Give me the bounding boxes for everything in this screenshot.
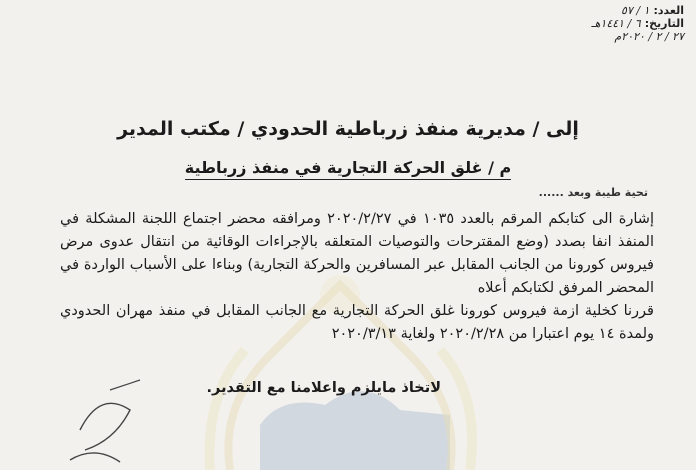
subject-line <box>0 158 696 177</box>
body-paragraph-2: قررنا كخلية ازمة فيروس كورونا غلق الحركة التجارية مع الجانب المقابل في منفذ مهران الحدودي ولمدة ١٤ يوم اعتبارا من ٢٠٢٠/٢/٢٨ ولغاية ٢٠٢٠/٣/١٣ <box>60 303 654 342</box>
letter-body <box>60 208 654 346</box>
greeting: تحية طيبة وبعد ...... <box>538 186 648 199</box>
body-paragraph-1: إشارة الى كتابكم المرقم بالعدد ١٠٣٥ في ٢٠٢٠/٢/٢٧ ومرافقه محضر اجتماع اللجنة المشكلة في المنفذ انفا بصدد (وضع المقترحات والتوصيات المتعلقه بالإجراءات الوقائية من انتقال عدوى مرض فيروس كورونا من الجانب المقابل عبر المسافرين والحركة التجارية) وبناءا على الأسباب الواردة في المحضر المرفق لكتابكم أعلاه <box>60 211 654 296</box>
reference-number-line <box>544 4 684 17</box>
closing-line: لاتخاذ مايلزم واعلامنا مع التقدير. <box>206 380 441 396</box>
recipient-line: إلى / مديرية منفذ زرباطية الحدودي / مكتب المدير <box>117 118 579 140</box>
date-hijri: ٦ / ١٤٤١هـ <box>591 17 641 30</box>
date-label: التاريخ: <box>644 17 684 30</box>
number-label: العدد: <box>653 4 684 17</box>
date-gregorian: ٢٧ / ٢ / ٢٠٢٠م <box>614 30 684 43</box>
reference-block <box>544 4 684 43</box>
reference-date-gregorian-line <box>544 30 684 43</box>
signature-scribble <box>60 370 150 470</box>
subject-text: م / غلق الحركة التجارية في منفذ زرباطية <box>185 158 512 180</box>
reference-date-line <box>544 17 684 30</box>
number-value: ١ / ٥٧ <box>621 4 650 17</box>
